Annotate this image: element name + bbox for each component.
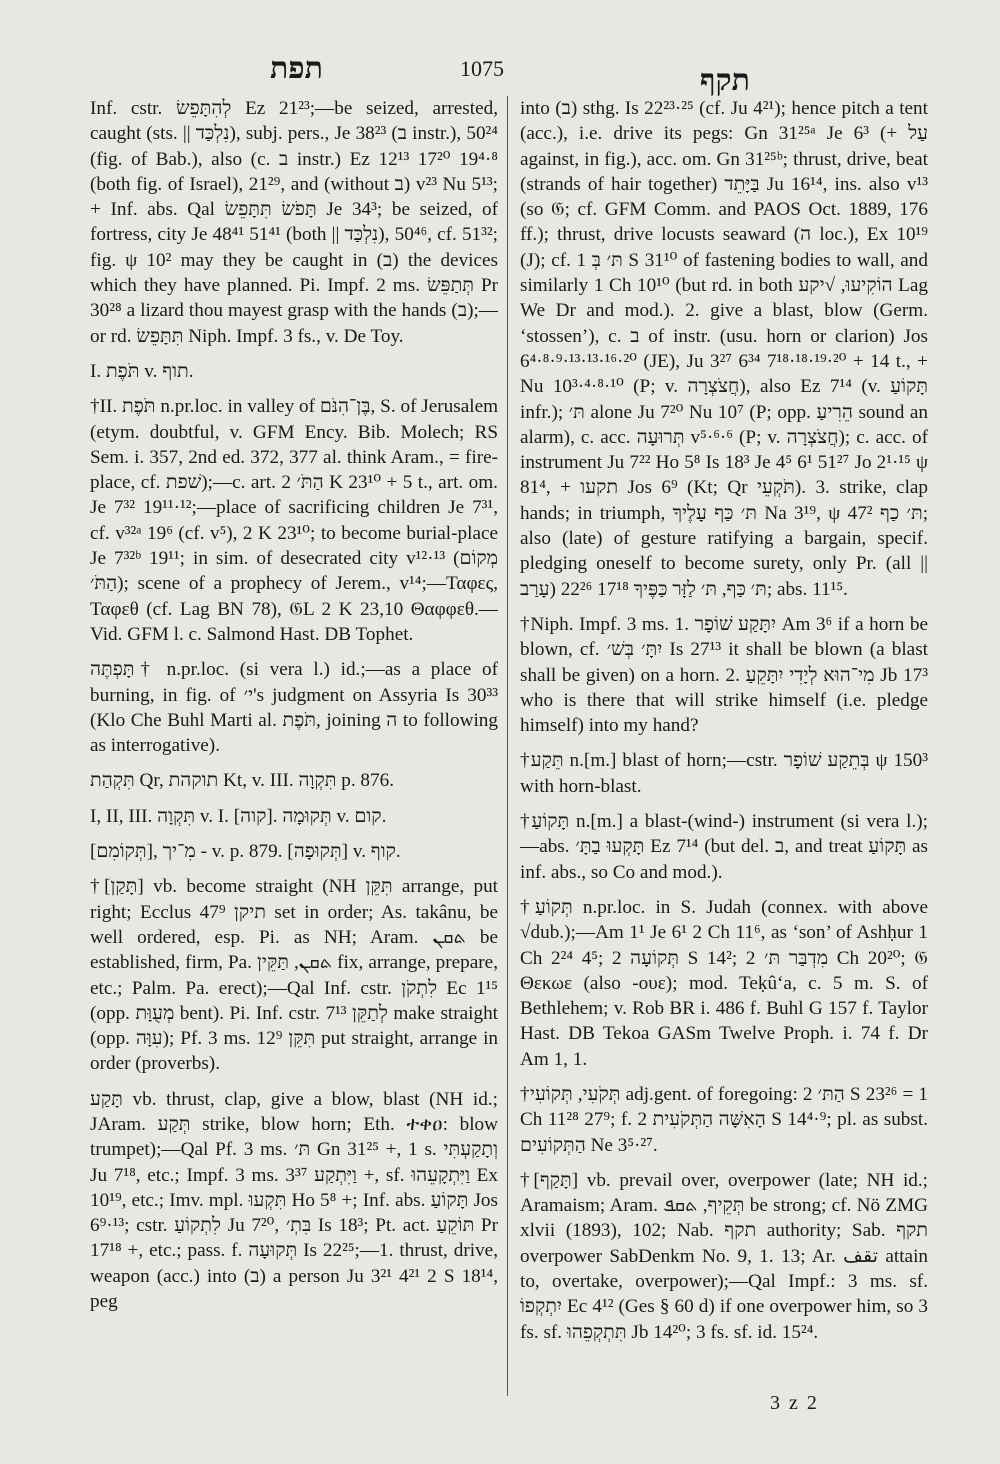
entry-text: †תְּקֹעִי, תְּקוֹעִי adj.gent. of foregoing: הַתּ׳ 2 S 23²⁶ = 1 Ch 11²⁸ 27⁹; f. הָאִשָּׁה הַתְּקֹעִית 2 S 14⁴·⁹; pl. as subst. הַתְּקוֹעִים Ne 3⁵·²⁷. [520, 1083, 928, 1156]
entry-taqoa-noun [520, 809, 928, 885]
entry-taqaph [520, 1168, 928, 1345]
entry-text: †[תָּקַף] vb. prevail over, overpower (late; NH id.; Aramaism; Aram. תְּקֵיף, ܬܩܦ be strong; cf. Nö ZMG xlvii (1893), 102; Nab. תקף authority; Sab. תקף overpower SabDenkm No. 9, 1. 13; Ar. تقف attain to, overtake, overpower);—Qal Impf.: 3 ms. sf. יִתְקְפוֹ Ec 4¹² (Ges § 60 d) if one overpower him, so 3 fs. sf. תִּתְקְפֵהוּ Jb 14²⁰; 3 fs. sf. id. 15²⁴. [520, 1169, 929, 1343]
right-column [520, 96, 928, 1355]
entry-text: into (ב) sthg. Is 22²³·²⁵ (cf. Ju 4²¹); hence pitch a tent (acc.), i.e. drive its pegs: Gn 31²⁵ᵃ Je 6³ (+ עַל against, in fig.), acc. om. Gn 31²⁵ᵇ; thrust, drive, beat (strands of hair together) בַּיָּתֵד Ju 16¹⁴, ins. also v¹³ (so 𝔊; cf. GFM Comm. and PAOS Oct. 1889, 176 ff.); thrust, drive locusts seaward (ה loc.), Ex 10¹⁹ (J); cf. תּ׳ בְּ 1 S 31¹⁰ of fastening bodies to wall, and similarly 1 Ch 10¹⁰ (but rd. in both הוֹקִיעוּ, √יקע Lag We Dr and mod.). 2. give a blast, blow (Germ. ‘stossen’), c. ב of instr. (usu. horn or clarion) Jos 6⁴·⁸·⁹·¹³·¹³·¹⁶·²⁰ (JE), Ju 3²⁷ 6³⁴ 7¹⁸·¹⁸·¹⁹·²⁰ + 14 t., + Nu 10³·⁴·⁸·¹⁰ (P; v. חֲצֹצְרָה), also Ez 7¹⁴ (v. תָּקוֹעַ infr.); תּ׳ alone Ju 7²⁰ Nu 10⁷ (P; opp. הֵרִיעַ sound an alarm), c. acc. תְּרוּעָה v⁵·⁶·⁶ (P; v. חֲצֹצְרָה); c. acc. of instrument Ju 7²² Ho 5⁸ Is 18³ Je 4⁵ 6¹ 51²⁷ Jo 2¹·¹⁵ ψ 81⁴, + תקעו Jos 6⁹ (Kt; Qr תֹּקְעֵי). 3. strike, clap hands; in triumph, תּ׳ כַּף עָלֶיךָ Na 3¹⁹, ψ תּ׳ כַף 47²; also (late) of gesture ratifying a bargain, specif. pledging oneself to become surety, only Pr. (all || עָרַב) תּ׳ כַּף, תּ׳ לַזָּר כַּפֶּיךָ 17¹⁸ 22²⁶; abs. 11¹⁵. [520, 98, 929, 600]
entry-tapas-continuation [90, 96, 498, 349]
entry-taqa-continuation [520, 96, 928, 602]
entry-text: I, II, III. תִּקְוָה v. I. [קוה]. תְּקוּמָה v. קום. [90, 805, 387, 827]
entry-topheth-ii [90, 394, 498, 647]
entry-tiqhath [90, 768, 498, 793]
entry-taqa [90, 1087, 498, 1315]
entry-text: †תְּקוֹעַ n.pr.loc. in S. Judah (connex. with above √dub.);—Am 1¹ Je 6¹ 2 Ch 11⁶, as ‘son’ of Ashḥur 1 Ch 2²⁴ 4⁵; תְּקוֹעָה 2 S 14²; מִדְבַּר תּ׳ 2 Ch 20²⁰; 𝔊 Θεκωε (also -ουε); mod. Teḳû‘a, c. 5 m. S. of Bethlehem; v. Rob BR i. 486 f. Buhl G 157 f. Taylor Hast. DB Tekoa GASm Twelve Proph. i. 74 f. Dr Am 1, 1. [520, 896, 929, 1070]
entry-text: Inf. cstr. לְהִתָּפֵשׂ Ez 21²³;—be seized, arrested, caught (sts. || נִלְכַּד), subj. pers., Je 38²³ (ב instr.), 50²⁴ (fig. of Bab.), also (c. ב instr.) Ez 12¹³ 17²⁰ 19⁴·⁸ (both fig. of Israel), 21²⁹, and (without ב) v²³ Nu 5¹³; + Inf. abs. Qal תָּפֹשׂ תִּתָּפֵשׂ Je 34³; be seized, of fortress, city Je 48⁴¹ 51⁴¹ (both || נִלְכַּד), 50⁴⁶, cf. 51³²; fig. ψ 10² may they be caught in (ב) the devices which they have planned. Pi. Impf. 2 ms. תְּתַפֵּשׂ Pr 30²⁸ a lizard thou mayest grasp with the hands (ב);—or rd. תִּתָּפֵשׂ Niph. Impf. 3 fs., v. De Toy. [90, 98, 499, 347]
entry-teqa [520, 748, 928, 799]
column-divider [507, 96, 508, 1396]
entry-text: תָּקַע vb. thrust, clap, give a blow, blast (NH id.; JAram. תְּקַע strike, blow horn; Eth. ተቀዐ: blow trumpet);—Qal Pf. 3 ms. תּ׳ Gn 31²⁵ +, 1 s. וְתָקַעְתִּי Ju 7¹⁸, etc.; Impf. 3 ms. וַיִּתְקַע 3³⁷ +, sf. וַיִּתְקָעֵהוּ Ex 10¹⁹, etc.; Imv. mpl. תִּקְעוּ Ho 5⁸ +; Inf. abs. תָּקוֹעַ Jos 6⁹·¹³; cstr. לִתְקוֹעַ Ju 7²⁰, בִּתְ׳ Is 18³; Pt. act. תּוֹקֵעַ Pr 17¹⁸ +, etc.; pass. f. תְּקוּעָה Is 22²⁵;—1. thrust, drive, weapon (acc.) into (ב) a person Ju 3²¹ 4²¹ 2 S 18¹⁴, peg [90, 1088, 498, 1313]
page-header [80, 52, 920, 97]
entry-text: †תָּקוֹעַ n.[m.] a blast-(wind-) instrument (si vera l.);—abs. תָּקְעוּ בַתָּ׳ Ez 7¹⁴ (but del. ב, and treat תָּקוֹעַ as inf. abs., so Co and mod.). [520, 811, 929, 883]
entry-taqan [90, 874, 498, 1076]
entry-text: †Niph. Impf. 3 ms. 1. יִתָּקַע שׁוֹפָר Am 3⁶ if a horn be blown, cf. יִתָּ׳ בְּשׁ׳ Is 27¹³ it shall be blown (a blast shall be given) on a horn. 2. מִי־הוּא לְיָדִי יִתָּקֵעַ Jb 17³ who is there that will strike himself (i.e. pledge himself) into my hand? [520, 613, 928, 737]
entry-text: תָּפְתֶּה† n.pr.loc. (si vera l.) id.;—as a place of burning, in fig. of י׳'s judgment on Assyria Is 30³³ (Klo Che Buhl Marti al. תֹּפֶת, joining ה to following as interrogative). [90, 659, 498, 757]
header-right-word: תקף [700, 64, 750, 97]
page-number: 1075 [460, 56, 504, 81]
entry-tophteh [90, 657, 498, 758]
entry-text: I. תֹּפֶת v. תוף. [90, 360, 194, 382]
signature-mark: 3 z 2 [770, 1392, 819, 1414]
entry-topheth-i [90, 359, 498, 384]
entry-text: †[תָּקַן] vb. become straight (NH תִּקֵּן arrange, put right; Ecclus 47⁹ תיקן set in order; As. takânu, be well ordered, esp. Pi. as NH; Aram. ܬܩܢ be established, firm, Pa. ܬܩܢ, תַּקֵּין fix, arrange, prepare, etc.; Palm. Pa. erect);—Qal Inf. cstr. לִתְקֹן Ec 1¹⁵ (opp. מְעֻוָּת bent). Pi. Inf. cstr. לְתַקֵּן 7¹³ make straight (opp. עִוָּה); Pf. 3 ms. תִּקֵּן 12⁹ put straight, arrange in order (proverbs). [90, 876, 499, 1075]
entry-tiqwah [90, 804, 498, 829]
entry-text: תִּקְהַת Qr, תוקהת Kt, v. III. תִּקְוָה p. 876. [90, 770, 394, 792]
entry-text: †II. תֹּפֶת n.pr.loc. in valley of בֶּן־הִנֹּם, S. of Jerusalem (etym. doubtful, v. GFM Ency. Bib. Molech; RS Sem. i. 357, 2nd ed. 372, 377 al. think Aram., = fire-place, cf. שׁפת);—c. art. הַתֹּ׳ 2 K 23¹⁰ + 5 t., art. om. Je 7³² 19¹¹·¹²;—place of sacrificing children Je 7³¹, cf. v³²ᵃ 19⁶ (cf. v⁵), 2 K 23¹⁰; to become burial-place Je 7³²ᵇ 19¹¹; in sim. of desecrated city v¹²·¹³ (מְקוֹם הַתֹּ׳); scene of a prophecy of Jerem., v¹⁴;—Ταφες, Ταφεθ (cf. Lag BN 78), 𝔊L 2 K 23,10 Θαφφεθ.—Vid. GFM l. c. Salmond Hast. DB Tophet. [90, 396, 499, 645]
entry-taqa-niph [520, 612, 928, 738]
entry-teqomem [90, 839, 498, 864]
left-column [90, 96, 498, 1324]
entry-teqoa-place [520, 895, 928, 1072]
header-left-word: תפת [270, 52, 323, 85]
entry-teqoi [520, 1082, 928, 1158]
entry-text: †תֵּקַע n.[m.] blast of horn;—cstr. בְּתֵקַע שׁוֹפָר ψ 150³ with horn-blast. [520, 750, 928, 797]
entry-text: [תְּקוֹמִם], מִ־יך - v. p. 879. [תְּקוּפָה] v. קוף. [90, 841, 401, 863]
